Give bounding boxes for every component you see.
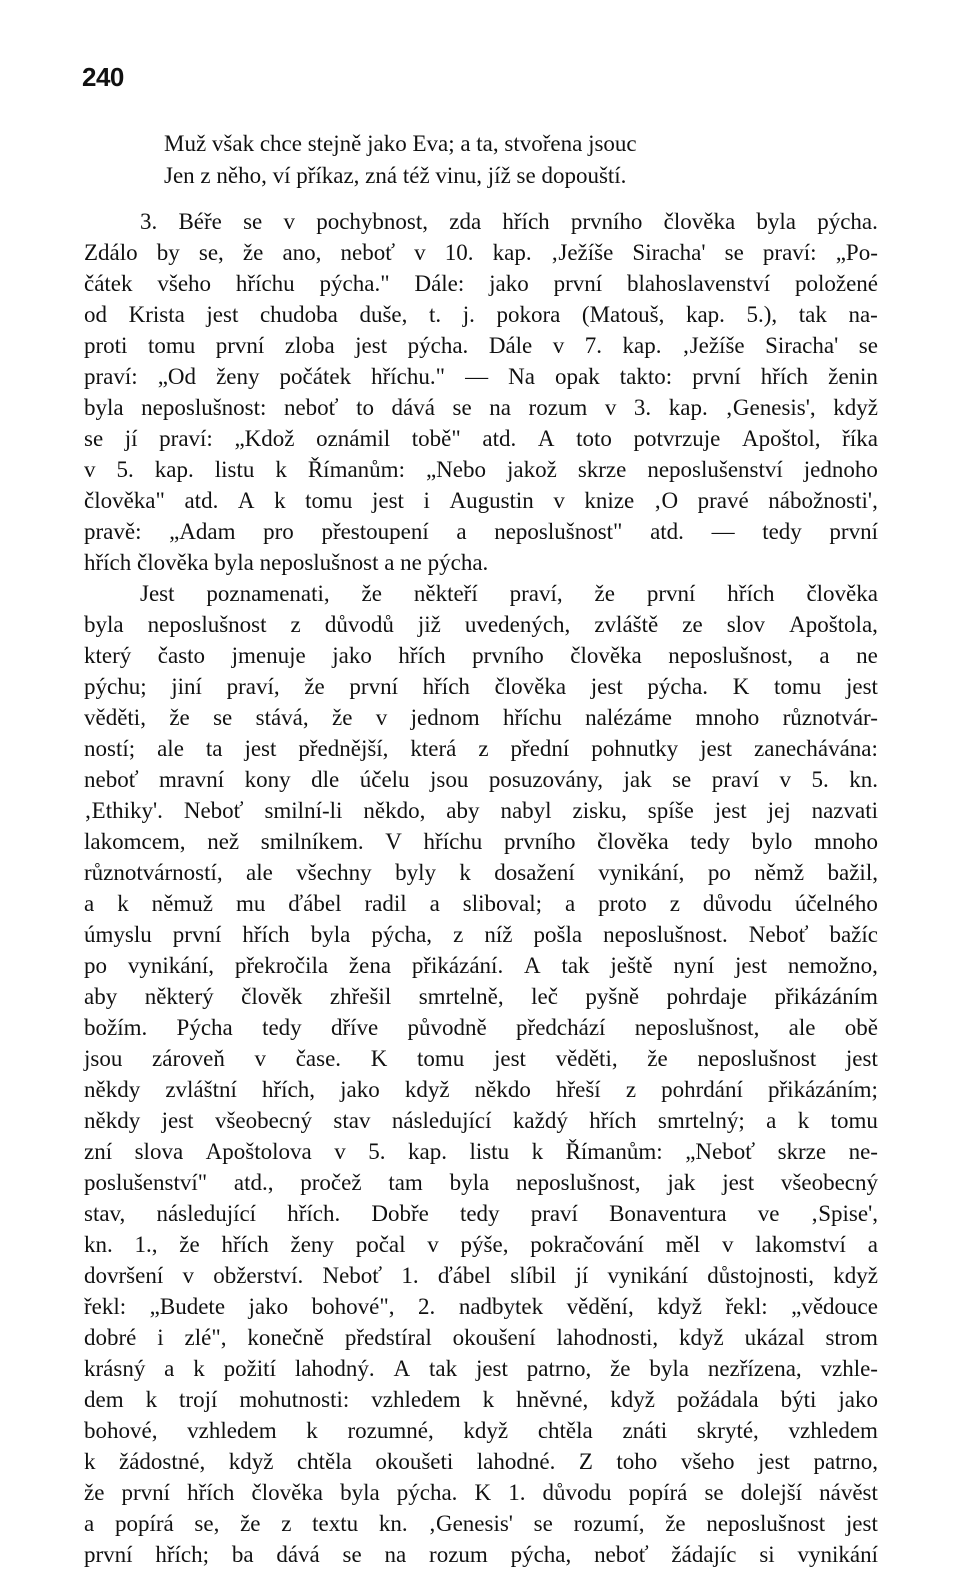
text-line: někdy jest všeobecný stav následující každý hřích smrtelný; a k tomu xyxy=(84,1108,878,1133)
text-line: 3. Béře se v pochybnost, zda hřích prvního člověka byla pýcha. xyxy=(140,209,878,234)
body-text xyxy=(84,206,878,1570)
verse-line: Jen z něho, ví příkaz, zná též vinu, jíž se dopouští. xyxy=(164,163,627,188)
text-line: někdy zvláštní hřích, jako když někdo hřeší z pohrdání přikázáním; xyxy=(84,1077,878,1102)
text-line: dovršení v obžerství. Neboť 1. ďábel slíbil jí vynikání důstojnosti, když xyxy=(84,1263,878,1288)
text-line: hřích člověka byla neposlušnost a ne pýcha. xyxy=(84,550,489,575)
text-line: Zdálo by se, že ano, neboť v 10. kap. ‚Ježíše Siracha' se praví: „Po- xyxy=(84,240,878,265)
text-line: dobré i zlé", konečně předstíral okoušení lahodnosti, když ukázal strom xyxy=(84,1325,878,1350)
text-line: že první hřích člověka byla pýcha. K 1. důvodu popírá se dolejší návěst xyxy=(84,1480,878,1505)
text-line: ností; ale ta jest přednější, která z přední pohnutky jest zanechávána: xyxy=(84,736,878,761)
text-line: věděti, že se stává, že v jednom hříchu nalézáme mnoho různotvár- xyxy=(84,705,878,730)
verse-line: Muž však chce stejně jako Eva; a ta, stvořena jsouc xyxy=(164,131,637,156)
text-line: k žádostné, když chtěla okoušeti lahodné. Z toho všeho jest patrno, xyxy=(84,1449,878,1474)
text-line: člověka" atd. A k tomu jest i Augustin v knize ‚O pravé nábožnosti', xyxy=(84,488,878,513)
text-line: v 5. kap. listu k Římanům: „Nebo jakož skrze neposlušenství jednoho xyxy=(84,457,878,482)
text-line: řekl: „Budete jako bohové", 2. nadbytek vědění, když řekl: „vědouce xyxy=(84,1294,878,1319)
page-number: 240 xyxy=(82,62,124,92)
text-line: první hřích; ba dává se na rozum pýcha, neboť žádajíc si vynikání xyxy=(84,1542,878,1567)
text-line: se jí praví: „Kdož oznámil tobě" atd. A toto potvrzuje Apoštol, říka xyxy=(84,426,878,451)
text-line: poslušenství" atd., pročež tam byla neposlušnost, jak jest všeobecný xyxy=(84,1170,878,1195)
text-line: dem k trojí mohutnosti: vzhledem k hněvné, když požádala býti jako xyxy=(84,1387,878,1412)
text-line: pýchu; jiní praví, že první hřích člověka jest pýcha. K tomu jest xyxy=(84,674,878,699)
text-line: Jest poznamenati, že někteří praví, že první hřích člověka xyxy=(140,581,878,606)
text-line: lakomcem, než smilníkem. V hříchu prvního člověka tedy bylo mnoho xyxy=(84,829,878,854)
text-line: po vynikání, překročila žena přikázání. A tak ještě nyní jest nemožno, xyxy=(84,953,878,978)
text-line: zní slova Apoštolova v 5. kap. listu k Římanům: „Neboť skrze ne- xyxy=(84,1139,878,1164)
text-line: který často jmenuje jako hřích prvního člověka neposlušnost, a ne xyxy=(84,643,878,668)
text-line: a popírá se, že z textu kn. ‚Genesis' se rozumí, že neposlušnost jest xyxy=(84,1511,878,1536)
text-line: aby některý člověk zhřešil smrtelně, leč pyšně pohrdaje přikázáním xyxy=(84,984,878,1009)
text-line: bohové, vzhledem k rozumné, když chtěla znáti skryté, vzhledem xyxy=(84,1418,878,1443)
text-line: a k němuž mu ďábel radil a sliboval; a proto z důvodu účelného xyxy=(84,891,878,916)
text-line: krásný a k požití lahodný. A tak jest patrno, že byla nezřízena, vzhle- xyxy=(84,1356,878,1381)
text-line: božím. Pýcha tedy dříve původně předchází neposlušnost, ale obě xyxy=(84,1015,878,1040)
text-line: byla neposlušnost z důvodů již uvedených, zvláště ze slov Apoštola, xyxy=(84,612,878,637)
text-line: pravě: „Adam pro přestoupení a neposlušnost" atd. — tedy první xyxy=(84,519,878,544)
text-line: jsou zároveň v čase. K tomu jest věděti, že neposlušnost jest xyxy=(84,1046,878,1071)
text-line: ‚Ethiky'. Neboť smilní-li někdo, aby nabyl zisku, spíše jest jej nazvati xyxy=(84,798,878,823)
verse-quote xyxy=(84,128,878,192)
text-line: od Krista jest chudoba duše, t. j. pokora (Matouš, kap. 5.), tak na- xyxy=(84,302,878,327)
text-line: různotvárností, ale všechny byly k dosažení vynikání, po němž bažil, xyxy=(84,860,878,885)
text-line: úmyslu první hřích byla pýcha, z níž pošla neposlušnost. Neboť bažíc xyxy=(84,922,878,947)
text-line: kn. 1., že hřích ženy počal v pýše, pokračování měl v lakomství a xyxy=(84,1232,878,1257)
text-line: čátek všeho hříchu pýcha." Dále: jako první blahoslavenství položené xyxy=(84,271,878,296)
text-line: neboť mravní kony dle účelu jsou posuzovány, jak se praví v 5. kn. xyxy=(84,767,878,792)
text-line: praví: „Od ženy počátek hříchu." — Na opak takto: první hřích ženin xyxy=(84,364,878,389)
text-line: stav, následující hřích. Dobře tedy praví Bonaventura ve ‚Spise', xyxy=(84,1201,878,1226)
text-line: proti tomu první zloba jest pýcha. Dále v 7. kap. ‚Ježíše Siracha' se xyxy=(84,333,878,358)
text-line: byla neposlušnost: neboť to dává se na rozum v 3. kap. ‚Genesis', když xyxy=(84,395,878,420)
